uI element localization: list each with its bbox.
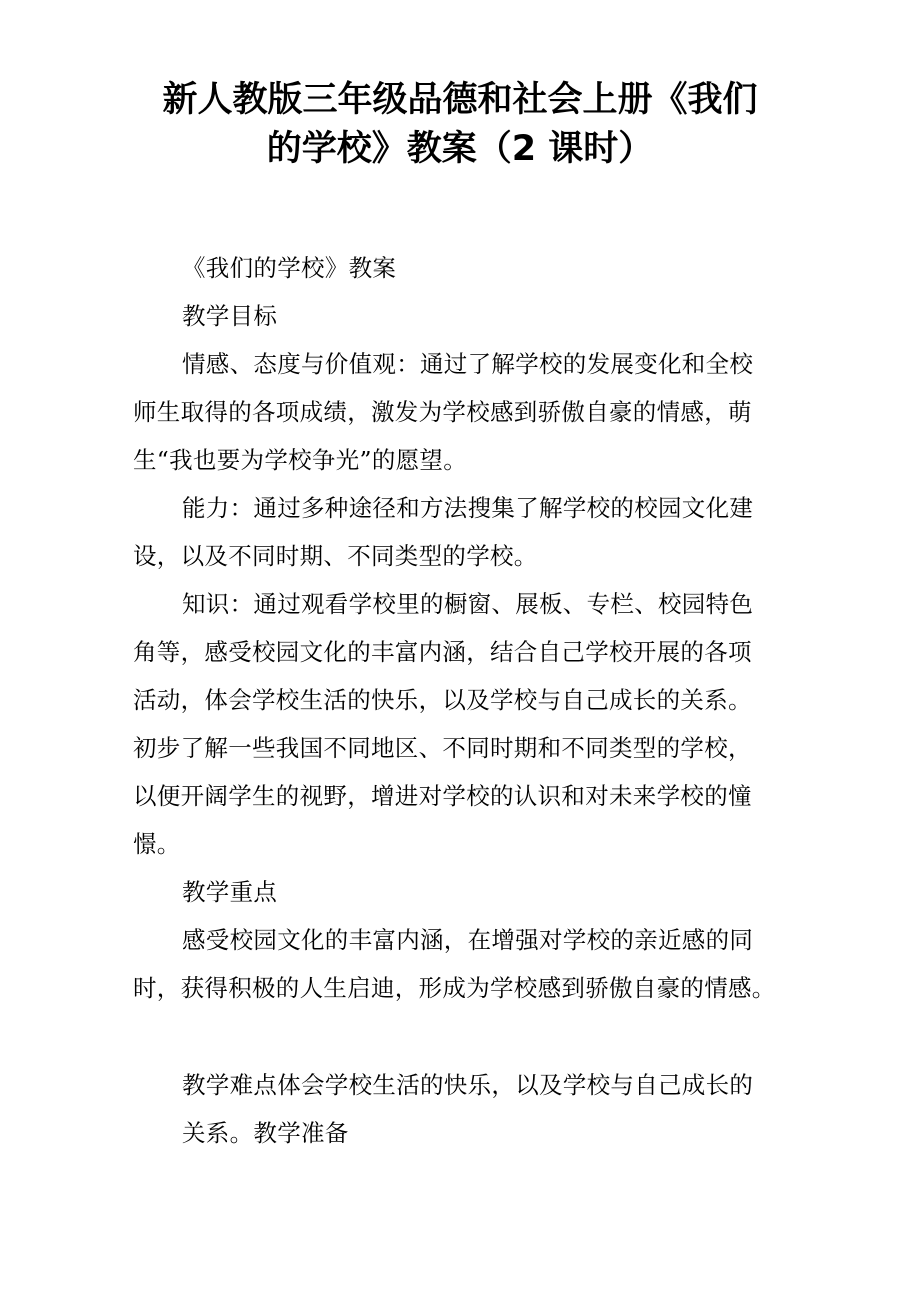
- paragraph-line: 情感、态度与价值观：通过了解学校的发展变化和全校: [182, 350, 754, 378]
- paragraph-line: 知识：通过观看学校里的橱窗、展板、专栏、校园特色: [182, 590, 754, 618]
- document-title-line-1: 新人教版三年级品德和社会上册《我们: [162, 80, 758, 120]
- paragraph-line: 生“我也要为学校争光”的愿望。: [133, 446, 468, 474]
- paragraph-line: 憬。: [133, 830, 181, 858]
- paragraph-line: 能力：通过多种途径和方法搜集了解学校的校园文化建: [182, 494, 754, 522]
- paragraph-line: 活动，体会学校生活的快乐，以及学校与自己成长的关系。: [133, 686, 752, 714]
- paragraph-line: 角等，感受校园文化的丰富内涵，结合自己学校开展的各项: [133, 638, 752, 666]
- paragraph-line: 感受校园文化的丰富内涵，在增强对学校的亲近感的同: [182, 926, 754, 954]
- section-heading-objectives: 教学目标: [182, 302, 278, 330]
- lesson-plan-heading: 《我们的学校》教案: [182, 254, 397, 282]
- paragraph-line: 教学难点体会学校生活的快乐，以及学校与自己成长的: [182, 1071, 754, 1099]
- paragraph-line: 设，以及不同时期、不同类型的学校。: [133, 542, 538, 570]
- paragraph-line: 以便开阔学生的视野，增进对学校的认识和对未来学校的憧: [133, 782, 752, 810]
- section-heading-key-points: 教学重点: [182, 878, 278, 906]
- paragraph-line: 时，获得积极的人生启迪，形成为学校感到骄傲自豪的情感。: [133, 974, 776, 1002]
- paragraph-line: 师生取得的各项成绩，激发为学校感到骄傲自豪的情感，萌: [133, 398, 752, 426]
- paragraph-line: 关系。教学准备: [182, 1119, 349, 1147]
- document-title-line-2: 的学校》教案（2 课时）: [266, 129, 654, 169]
- paragraph-line: 初步了解一些我国不同地区、不同时期和不同类型的学校，: [133, 734, 752, 762]
